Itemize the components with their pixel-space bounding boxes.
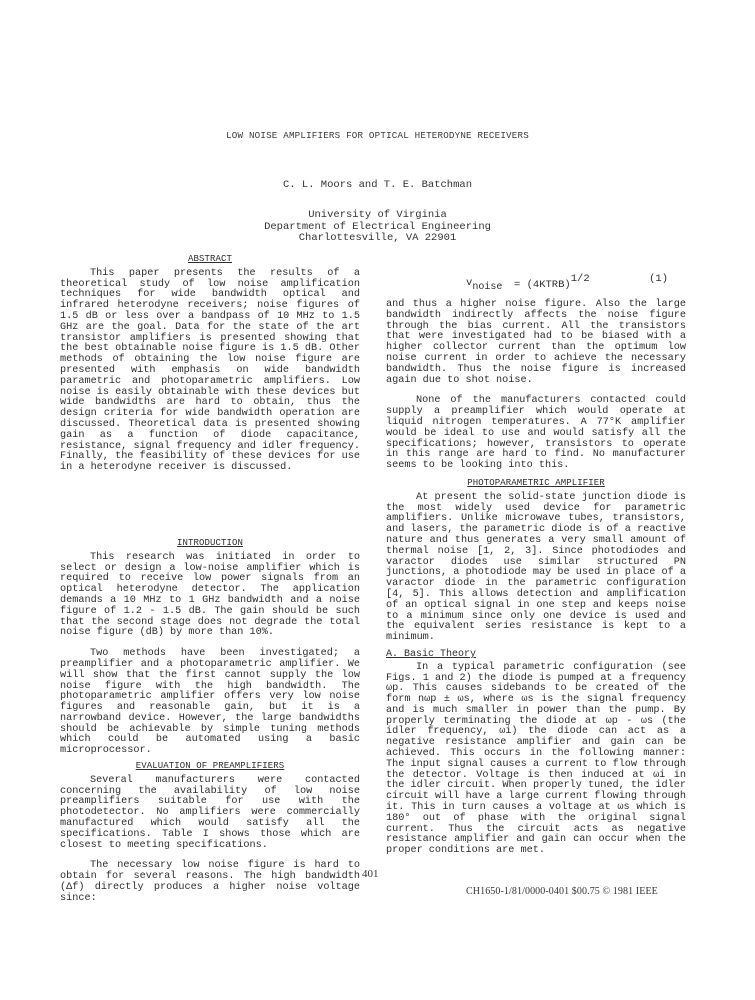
- introduction-paragraph: Two methods have been investigated; a preamplifier and a photoparametric amplifier. We will show that the first cannot supply the low noise figure with the high bandwidth. The photoparametric amplifier offers very low noise figures and reasonable gain, but it is a narrowband device. However, the large bandwidths should be achievable by simple tuning methods which could be automated using a basic microprocessor.: [60, 648, 360, 757]
- basic-theory-paragraph: In a typical parametric configuration (see Figs. 1 and 2) the diode is pumped at a frequency ωp. This causes sidebands to be created of the form nωp ± ωs, where ωs is the signal frequency and is much smaller in power than the pump. By properly terminating the diode at ωp - ωs (the idler frequency, ωi) the diode can act as a negative resistance amplifier and gain can be achieved. This occurs in the following manner: The input signal causes a current to flow through the detector. Voltage is then induced at ωi in the idler circuit. When properly tuned, the idler circuit will have a large current flowing through it. This in turn causes a voltage at ωs which is 180° out of phase with the original signal current. Thus the circuit acts as negative resistance amplifier and gain can occur when the proper conditions are met.: [386, 661, 686, 857]
- affiliation-university: University of Virginia: [308, 209, 447, 221]
- affiliation-address: Charlottesville, VA 22901: [298, 232, 457, 244]
- abstract-heading: ABSTRACT: [187, 254, 232, 264]
- evaluation-paragraph: Several manufacturers were contacted concerning the availability of low noise preamplifiers suitable for use with the photodetector. No amplifiers were commercially manufactured which would satisfy all the specifications. Table I shows those which are closest to meeting specifications.: [60, 774, 360, 851]
- abstract-text: This paper presents the results of a theoretical study of low noise amplification techniques for wide bandwidth optical and infrared heterodyne receivers; noise figures of 1.5 dB or less over a bandpass of 10 MHz to 1.5 GHz are the goal. Data for the state of the art transistor amplifiers is presented showing that the best obtainable noise figure is 1.5 dB. Other methods of obtaining the low noise figure are presented with emphasis on wide bandwidth parametric and photoparametric amplifiers. Low noise is easily obtainable with these devices but wide bandwidths are hard to obtain, thus the design criteria for wide bandwidth operation are discussed. Theoretical data is presented showing gain as a function of diode capacitance, resistance, signal frequency and idler frequency. Finally, the feasibility of these devices for use in a heterodyne receiver is discussed.: [60, 267, 360, 474]
- authors: C. L. Moors and T. E. Batchman: [282, 179, 473, 191]
- body-paragraph: None of the manufacturers contacted could supply a preamplifier which would operate at liquid nitrogen temperatures. A 77°K amplifier would be ideal to use and would satisfy all the specifications; however, transistors to operate in this range are hard to find. No manufacturer seems to be looking into this.: [386, 395, 686, 472]
- copyright-line: CH1650-1/81/0000-0401 $00.75 © 1981 IEEE: [466, 886, 658, 897]
- equation-rhs: = (4KTRB)$^{1/2}$: [514, 273, 590, 291]
- affiliation-department: Department of Electrical Engineering: [264, 220, 491, 233]
- body-paragraph: and thus a higher noise figure. Also the large bandwidth indirectly affects the noise figure through the bias current. All the transistors that were investigated had to be biased with a higher collector current than the optimum low noise current in order to achieve the necessary bandwidth. Thus the noise figure is increased again due to shot noise.: [386, 299, 686, 386]
- photoparametric-paragraph: At present the solid-state junction diode is the most widely used device for parametric amplifiers. Unlike microwave tubes, transistors, and lasers, the parametric diode is of a reactive nature and thus generates a very small amount of thermal noise [1, 2, 3]. Since photodiodes and varactor diodes use similar structured PN junctions, a photodiode may be used in place of a varactor diode in the parametric configuration [4, 5]. This allows detection and amplification of an optical signal in one step and keeps noise to a minimum since only one device is used and the equivalent series resistance is kept to a minimum.: [386, 491, 686, 644]
- equation-1: [386, 266, 686, 300]
- evaluation-paragraph: The necessary low noise figure is hard to obtain for several reasons. The high bandwidth (Δf) directly produces a higher noise voltage since:: [60, 860, 360, 904]
- right-column: [386, 266, 686, 857]
- basic-theory-heading: A. Basic Theory: [386, 648, 477, 660]
- introduction-paragraph: This research was initiated in order to select or design a low-noise amplifier which is required to receive low power signals from an optical heterodyne detector. The application demands a 10 MHz to 1 GHz bandwidth and a noise figure of 1.2 - 1.5 dB. The gain should be such that the second stage does not degrade the total noise figure (dB) by more than 10%.: [60, 551, 360, 639]
- page-number: 401: [362, 868, 379, 880]
- left-column: [60, 254, 360, 905]
- paper-title: LOW NOISE AMPLIFIERS FOR OPTICAL HETERODYNE RECEIVERS: [226, 130, 529, 141]
- equation-number: (1): [649, 273, 668, 285]
- equation-lhs: $v_{noise}$: [466, 277, 503, 293]
- evaluation-heading: EVALUATION OF PREAMPLIFIERS: [135, 761, 285, 772]
- introduction-heading: INTRODUCTION: [176, 537, 243, 548]
- affiliation: [0, 210, 755, 245]
- photoparametric-heading: PHOTOPARAMETRIC AMPLIFIER: [467, 477, 605, 488]
